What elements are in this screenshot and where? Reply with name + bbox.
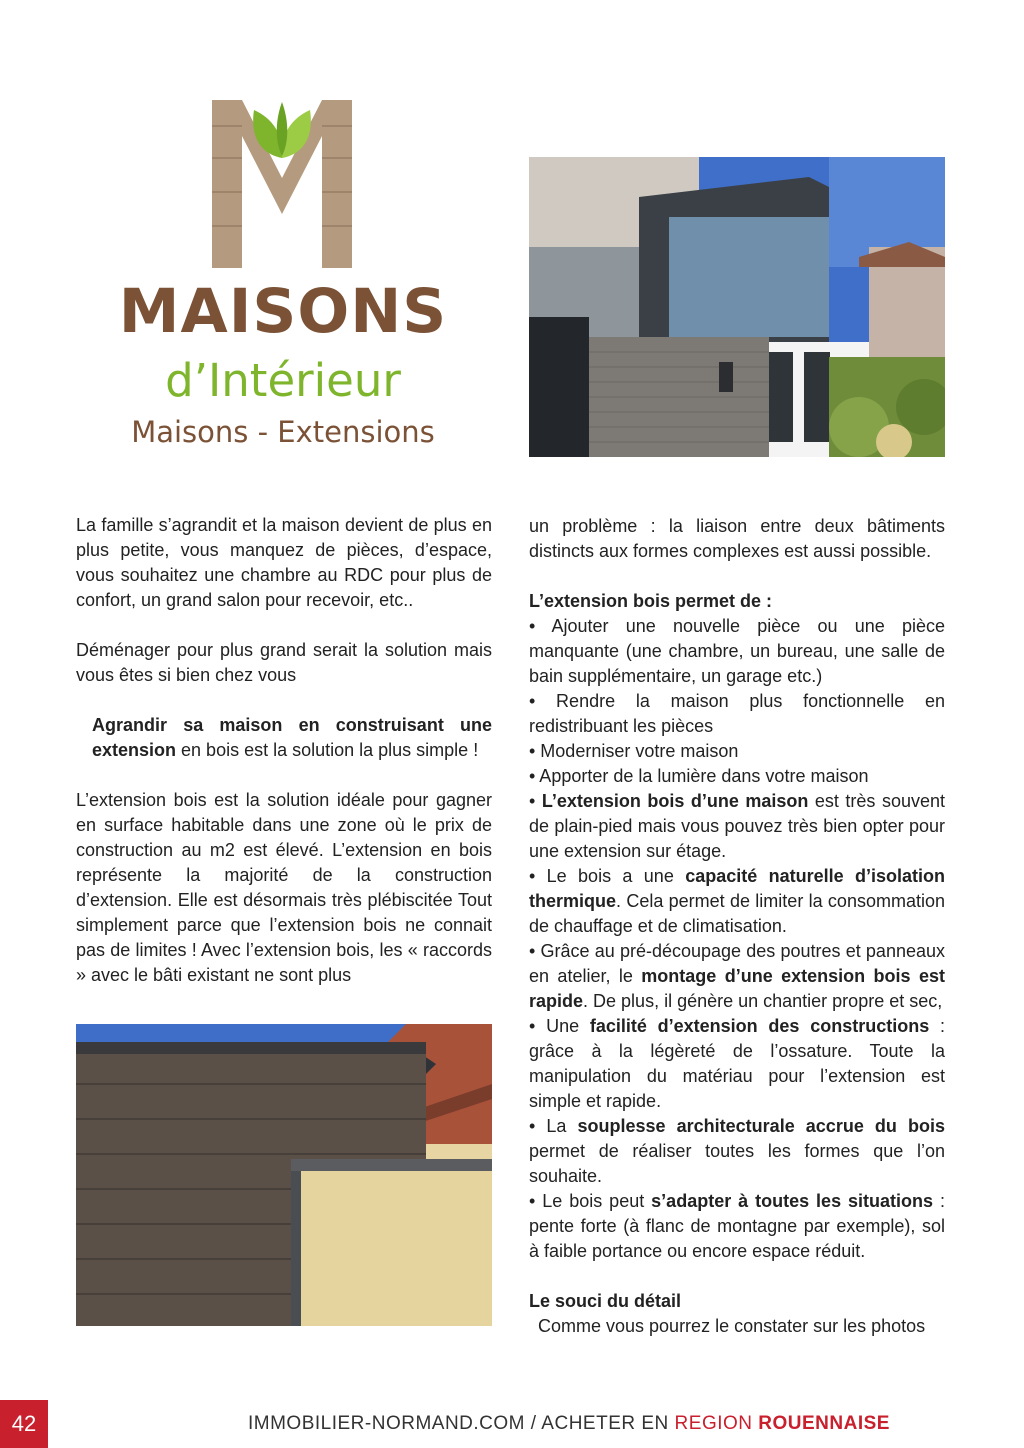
- footer-banner: [248, 1412, 890, 1436]
- solution-bold: Agrandir sa maison en construisant une extension: [92, 715, 492, 760]
- bullet-bold: capacité naturelle d’isolation thermique: [529, 866, 945, 911]
- footer-rouennaise: ROUENNAISE: [758, 1413, 890, 1434]
- modern-house-extension-photo: [529, 157, 945, 457]
- footer-acheter: ACHETER EN: [541, 1413, 675, 1434]
- bullet-pre: • Le bois a une: [529, 866, 686, 886]
- bullet-pre: • Une: [529, 1016, 590, 1036]
- bullet-pre: • La: [529, 1116, 578, 1136]
- bullet-pre: • Le bois peut: [529, 1191, 652, 1211]
- bullet-bold: souplesse architecturale accrue du bois: [577, 1116, 946, 1136]
- benefit-item: [529, 1014, 945, 1114]
- solution-rest: en bois est la solution la plus simple !: [176, 740, 479, 760]
- benefit-item: [529, 864, 945, 939]
- footer-site: IMMOBILIER-NORMAND.COM: [248, 1413, 525, 1434]
- bullet-rest: . De plus, il génère un chantier propre et sec,: [583, 991, 943, 1011]
- bullet-bold: facilité d’extension des constructions: [589, 1016, 930, 1036]
- benefit-item: [529, 1114, 945, 1189]
- solution-paragraph: [76, 713, 492, 763]
- benefit-item: • Moderniser votre maison: [529, 741, 739, 761]
- benefit-item: [529, 939, 945, 1014]
- page-number: 42: [0, 1400, 48, 1448]
- detail-heading: Le souci du détail: [529, 1291, 682, 1311]
- benefit-item: • Rendre la maison plus fonctionnelle en redistribuant les pièces: [529, 691, 945, 736]
- bullet-bold: montage d’une extension bois est rapide: [529, 966, 945, 1011]
- bullet-pre: • Grâce au pré-découpage des poutres et panneaux en atelier, le: [529, 941, 945, 986]
- bullet-pre: •: [529, 791, 542, 811]
- benefit-item: [529, 789, 945, 864]
- bullet-bold: L’extension bois d’une maison: [541, 791, 809, 811]
- left-text-column: [76, 513, 492, 988]
- footer-region: REGION: [674, 1413, 759, 1434]
- bullet-rest: : grâce à la légèreté de l’ossature. Toute la manipulation du matériau pour l’extension est simple et rapide.: [529, 1016, 945, 1111]
- brand-subtitle: d’Intérieur: [165, 354, 401, 407]
- wood-m-leaf-icon: [210, 96, 354, 276]
- footer-separator: /: [525, 1413, 542, 1434]
- brand-name: MAISONS: [118, 276, 448, 347]
- right-text-column: [529, 514, 945, 1339]
- benefit-item: • Ajouter une nouvelle pièce ou une pièce manquante (une chambre, un bureau, une salle de bain supplémentaire, un garage etc.): [529, 616, 945, 686]
- detail-paragraph: Comme vous pourrez le constater sur les photos: [538, 1316, 926, 1336]
- ideal-solution-paragraph: L’extension bois est la solution idéale pour gagner en surface habitable dans une zone où le prix de construction au m2 est élevé. L’extension en bois représente la majorité de la construction d’extension. Elle est désormais très plébiscitée Tout simplement parce que l’extension bois ne connait pas de limites ! Avec l’extension bois, les « raccords » avec le bâti existant ne sont plus: [76, 790, 492, 985]
- bullet-rest: : pente forte (à flanc de montagne par exemple), sol à faible portance ou encore espace réduit.: [529, 1191, 945, 1261]
- bullet-bold: s’adapter à toutes les situations: [651, 1191, 934, 1211]
- wood-cladding-extension-photo: [76, 1024, 492, 1326]
- benefits-heading: L’extension bois permet de :: [529, 591, 773, 611]
- continuation-paragraph: un problème : la liaison entre deux bâtiments distincts aux formes complexes est aussi possible.: [529, 516, 945, 561]
- benefit-item: • Apporter de la lumière dans votre maison: [529, 766, 869, 786]
- bullet-rest: . Cela permet de limiter la consommation de chauffage et de climatisation.: [529, 891, 945, 936]
- brand-tagline: Maisons - Extensions: [131, 415, 435, 449]
- bullet-rest: permet de réaliser toutes les formes que l’on souhaite.: [529, 1141, 945, 1186]
- intro-paragraph: La famille s’agrandit et la maison devient de plus en plus petite, vous manquez de pièces, d’espace, vous souhaitez une chambre au RDC pour plus de confort, un grand salon pour recevoir, etc..: [76, 515, 492, 610]
- benefit-item: [529, 1189, 945, 1264]
- bullet-rest: est très souvent de plain-pied mais vous pouvez très bien opter pour une extension sur étage.: [529, 791, 945, 861]
- brand-logo: [118, 96, 448, 456]
- moving-paragraph: Déménager pour plus grand serait la solution mais vous êtes si bien chez vous: [76, 640, 492, 685]
